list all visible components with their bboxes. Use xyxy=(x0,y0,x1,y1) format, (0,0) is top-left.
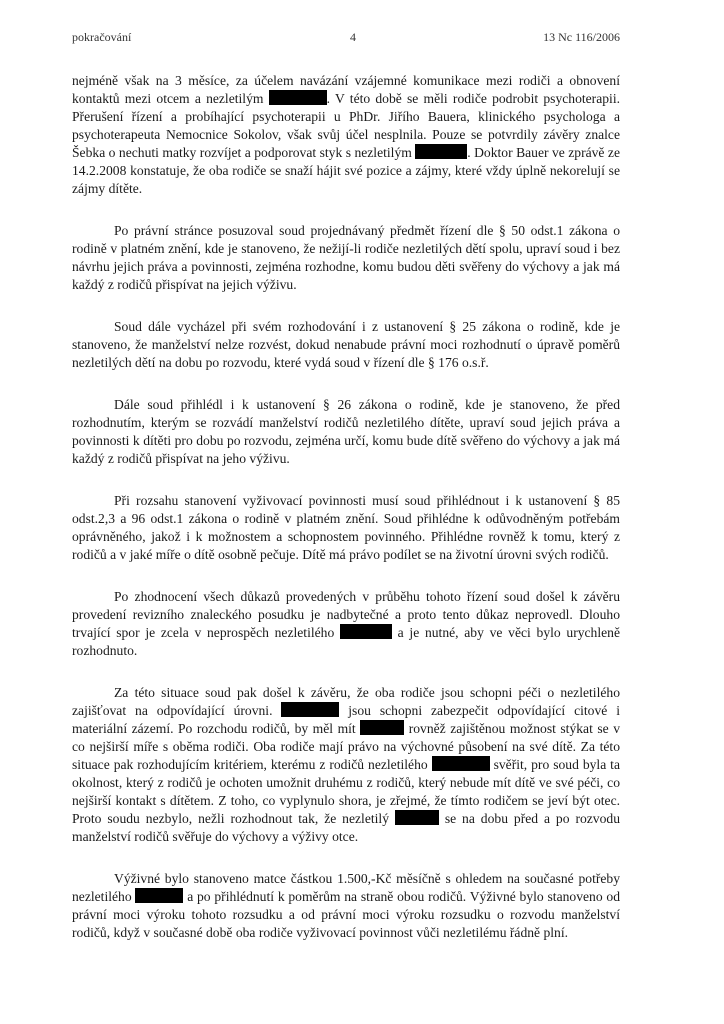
paragraph-text: a je nutné, aby ve věci bylo urychleně rozhodnuto. xyxy=(72,625,620,658)
paragraph-text: se na dobu před a po rozvodu manželství rodičů svěřuje do výchovy a výživy otce. xyxy=(72,811,620,844)
paragraph-text: . Doktor Bauer ve zprávě ze 14.2.2008 konstatuje, že oba rodiče se snaží hájit své pozice a zájmy, které vždy úplně nekorelují se zájmy dítěte. xyxy=(72,145,620,196)
paragraph-text: svěřit, pro soud byla ta okolnost, který z rodičů je ochoten umožnit druhému z rodičů, který nebude mít dítě ve své péči, co nejširší kontakt s dítětem. Z toho, co vyplynulo shora, je zřejmé, že tímto rodičem se jeví být otec. Proto soudu nezbylo, nežli rozhodnout tak, že nezletilý xyxy=(72,757,620,826)
paragraph-text: Výživné bylo stanoveno matce částkou 1.500,-Kč měsíčně s ohledem na současné potřeby nezletilého xyxy=(72,871,620,904)
paragraph xyxy=(72,588,620,660)
paragraph-text: nejméně však na 3 měsíce, za účelem navázání vzájemné komunikace mezi rodiči a obnovení kontaktů mezi otcem a nezletilým xyxy=(72,73,620,106)
page-header xyxy=(72,30,620,50)
redaction-block xyxy=(415,144,467,159)
page-number: 4 xyxy=(350,30,356,44)
paragraph-text: Dále soud přihlédl i k ustanovení § 26 zákona o rodině, kde je stanoveno, že před rozhodnutím, kterým se rozvádí manželství rodičů nezletilého dítěte, upraví soud jejich práva a povinnosti k dítěti pro dobu po rozvodu, zejména určí, komu bude dítě svěřeno do výchovy a jak má každý z rodičů přispívat na jeho výživu. xyxy=(72,397,620,466)
paragraph-text: . V této době se měli rodiče podrobit psychoterapii. Přerušení řízení a probíhající psychoterapii u PhDr. Jiřího Bauera, klinického psychologa a psychoterapeuta Nemocnice Sokolov, však svůj účel nesplnila. Pouze se potvrdily závěry znalce Šebka o nechuti matky rozvíjet a podporovat styk s nezletilým xyxy=(72,91,620,160)
paragraph xyxy=(72,492,620,564)
paragraph-text: Po právní stránce posuzoval soud projednávaný předmět řízení dle § 50 odst.1 zákona o rodině v platném znění, kde je stanoveno, že nežijí-li rodiče nezletilých dětí spolu, upraví soud i bez návrhu jejich práva a povinnosti, zejména rozhodne, komu budou děti svěřeny do výchovy a jak má každý z rodičů přispívat na jejich výživu. xyxy=(72,223,620,292)
paragraph-text: Za této situace soud pak došel k závěru, že oba rodiče jsou schopni péči o nezletilého zajišťovat na odpovídající úrovni. xyxy=(72,685,620,718)
header-continuation-label: pokračování xyxy=(72,30,132,44)
paragraph-text: Po zhodnocení všech důkazů provedených v průběhu tohoto řízení soud došel k závěru provedení revizního znaleckého posudku je nadbytečné a proto tento důkaz neprovedl. Dlouho trvající spor je zcela v neprospěch nezletilého xyxy=(72,589,620,640)
paragraph xyxy=(72,222,620,294)
paragraph-text: rovněž zajištěnou možnost stýkat se v co nejširší míře s oběma rodiči. Oba rodiče mají právo na výchovné působení na své dítě. Za této situace pak rozhodujícím kritériem, kterému z rodičů nezletilého xyxy=(72,721,620,772)
case-number: 13 Nc 116/2006 xyxy=(543,30,620,44)
redaction-block xyxy=(135,888,183,903)
redaction-block xyxy=(360,720,404,735)
paragraph-text: jsou schopni zabezpečit odpovídající citové i materiální zázemí. Po rozchodu rodičů, by měl mít xyxy=(72,703,620,736)
paragraph-text: Soud dále vycházel při svém rozhodování i z ustanovení § 25 zákona o rodině, kde je stanoveno, že manželství nelze rozvést, dokud nenabude právní moci rozhodnutí o úpravě poměrů nezletilých dětí na dobu po rozvodu, které vydá soud v řízení dle § 176 o.s.ř. xyxy=(72,319,620,370)
paragraph-text: a po přihlédnutí k poměrům na straně obou rodičů. Výživné bylo stanoveno od právní moci výroku tohoto rozsudku a od právní moci výroku rozsudku o rozvodu manželství rodičů, když v současné době oba rodiče vyživovací povinnost vůči nezletilému řádně plní. xyxy=(72,889,620,940)
redaction-block xyxy=(281,702,339,717)
redaction-block xyxy=(340,624,392,639)
document-body xyxy=(72,72,620,966)
paragraph xyxy=(72,318,620,372)
paragraph xyxy=(72,396,620,468)
redaction-block xyxy=(269,90,327,105)
redaction-block xyxy=(432,756,490,771)
paragraph xyxy=(72,870,620,942)
paragraph-text: Při rozsahu stanovení vyživovací povinnosti musí soud přihlédnout i k ustanovení § 85 odst.2,3 a 96 odst.1 zákona o rodině v platném znění. Soud přihlédne k odůvodněným potřebám oprávněného, jakož i k možnostem a schopnostem povinného. Přihlédne rovněž k tomu, který z rodičů a v jaké míře o dítě osobně pečuje. Dítě má právo podílet se na životní úrovni svých rodičů. xyxy=(72,493,620,562)
paragraph xyxy=(72,684,620,846)
redaction-block xyxy=(395,810,439,825)
paragraph xyxy=(72,72,620,198)
